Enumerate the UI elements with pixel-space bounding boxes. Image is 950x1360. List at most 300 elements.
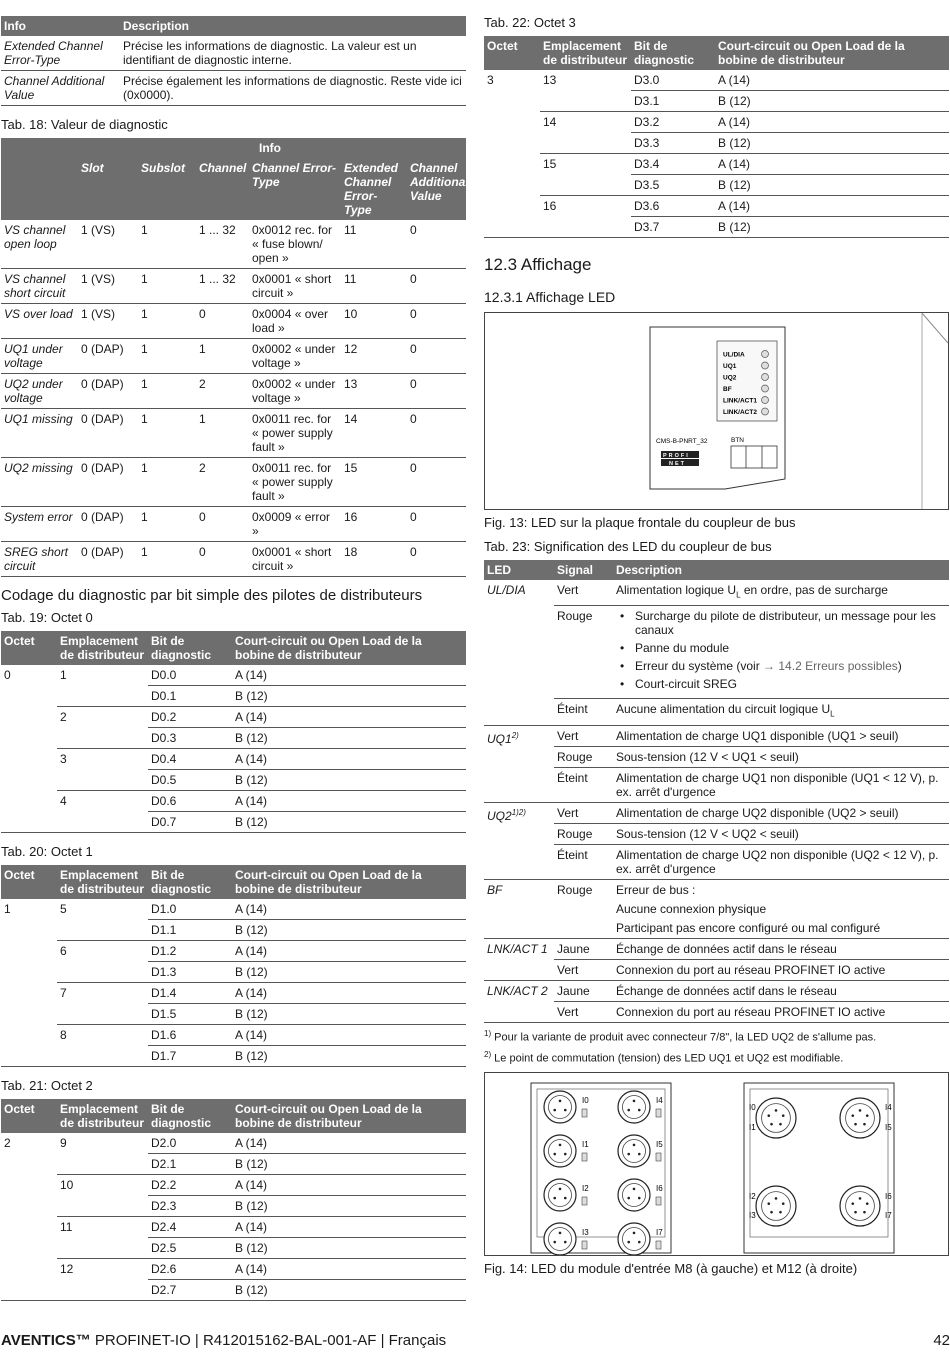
octet-cell [1,791,57,812]
input-channel-label: I3 [749,1211,756,1221]
led-signal: Vert [554,725,613,746]
table-cell: 0 [196,507,249,542]
connector-pin-icon [564,1241,567,1244]
connector-pin-icon [638,1109,641,1112]
octet-cell [1,770,57,791]
table-cell: 1 [138,458,196,507]
table-row [1,920,466,941]
table-row [484,175,949,196]
led-name: UQ1$^{2)}$ [484,725,554,802]
subsection-heading: 12.3.1 Affichage LED [484,289,616,305]
table-cell: UQ1 under voltage [1,339,78,374]
table-header: Channel [196,158,249,220]
table-cell: 0 [407,409,466,458]
footnote: $^{1)}$ Pour la variante de produit avec connecteur 7/8", la LED UQ2 de s'allume pas. [484,1028,877,1044]
connector-pin-icon [779,1211,782,1214]
coil-cell: B (12) [715,175,949,196]
input-channel-label: I5 [885,1123,892,1133]
led-description: Sous-tension (12 V < UQ1 < seuil) [613,746,949,767]
table-header: LED [484,560,554,580]
led-indicator-icon [762,374,769,381]
connector-pin-icon [633,1232,636,1235]
slot-cell [57,686,148,707]
slot-cell: 13 [543,73,557,87]
table-cell: 1 [138,339,196,374]
led-signal: Vert [554,580,613,606]
slot-cell: 3 [60,752,67,766]
table-row [1,1259,466,1280]
coil-cell: A (14) [715,112,949,133]
button-recess [731,446,777,468]
diagnostic-value-rows [1,220,466,577]
table-cell: 18 [341,542,407,577]
connector-pin-icon [782,1114,785,1117]
table-cell: 0x0002 « under voltage » [249,339,341,374]
octet-cell [1,1280,57,1301]
slot-cell [57,962,148,983]
logo-text-top: PROFI [663,453,690,459]
table-row [1,1280,466,1301]
table-row [1,812,466,833]
connector-pin-icon [638,1241,641,1244]
input-channel-label: I3 [582,1228,589,1238]
octet-cell [484,217,540,238]
table-cell: UQ2 missing [1,458,78,507]
bit-cell: D2.1 [148,1154,232,1175]
led-name: $UQ2^{1)2)}$ [484,802,554,879]
connector-pin-icon [633,1100,636,1103]
table-row [1,791,466,812]
bit-cell: D1.5 [148,1004,232,1025]
table-cell: VS channel open loop [1,220,78,269]
bit-cell: D0.2 [148,707,232,728]
slot-cell [540,217,631,238]
channel-led-icon [582,1197,587,1205]
table-header: Octet [1,1099,57,1133]
led-description: Erreur de bus : Aucune connexion physique Participant pas encore configuré ou mal configuré [613,879,949,938]
table-header: Court-circuit ou Open Load de la bobine de distributeur [232,631,466,665]
slot-cell: 7 [60,986,67,1000]
table-header: Court-circuit ou Open Load de la bobine de distributeur [232,865,466,899]
led-label: UL/DIA [723,351,745,359]
channel-led-icon [656,1153,661,1161]
table-header: Emplacement de distributeur [57,865,148,899]
table-row [484,959,949,980]
table-cell: 1 [138,409,196,458]
bit-cell: D3.1 [631,91,715,112]
table-cell: 0 [407,542,466,577]
coil-cell: A (14) [232,941,466,962]
octet-cell [484,91,540,112]
table-row [1,1133,466,1154]
connector-pin-icon [559,1188,562,1191]
coil-cell: B (12) [715,133,949,154]
table-header: Description [120,16,466,36]
table-cell: System error [1,507,78,542]
bit-cell: D3.5 [631,175,715,196]
table-cell: Précise également les informations de diagnostic. Reste vide ici (0x0000). [120,71,466,106]
table-cell: Channel Additional Value [1,71,120,106]
coil-cell: B (12) [232,770,466,791]
bit-cell: D1.6 [148,1025,232,1046]
bit-cell: D2.2 [148,1175,232,1196]
bit-cell: D3.4 [631,154,715,175]
table-caption: Tab. 18: Valeur de diagnostic [1,117,168,132]
table-cell: 12 [341,339,407,374]
octet-cell [484,175,540,196]
input-channel-label: I5 [656,1140,663,1150]
table-cell: 0 [407,220,466,269]
table-header: Channel Error-Type [249,158,341,220]
bit-cell: D2.3 [148,1196,232,1217]
coil-cell: B (12) [715,217,949,238]
slot-cell: 1 [60,668,67,682]
led-description: Alimentation de charge UQ2 non disponible (UQ2 < 12 V), p. ex. arrêt d'urgence [613,844,949,879]
connector-pin-icon [866,1202,869,1205]
connector-pin-icon [859,1109,862,1112]
list-item: • Court-circuit SREG [616,677,946,691]
table-row [484,767,949,802]
connector-pin-icon [770,1211,773,1214]
table-header: Octet [1,865,57,899]
table-row [1,374,466,409]
input-channel-label: I7 [885,1211,892,1221]
table-cell: 0 (DAP) [78,409,138,458]
bit-cell: D0.1 [148,686,232,707]
led-label: UQ1 [723,363,737,370]
connector-pin-icon [627,1197,630,1200]
led-description: Connexion du port au réseau PROFINET IO active [613,959,949,980]
bit-cell: D2.0 [148,1133,232,1154]
table-cell: 2 [196,458,249,507]
octet-cell [1,1238,57,1259]
led-description: Alimentation logique $U_L$ en ordre, pas de surcharge [613,580,949,606]
table-cell: 0x0002 « under voltage » [249,374,341,409]
bit-cell: D1.7 [148,1046,232,1067]
table-cell: UQ1 missing [1,409,78,458]
led-name: BF [484,879,554,938]
coil-cell: B (12) [232,1196,466,1217]
bit-cell: D0.5 [148,770,232,791]
octet-0-table [1,631,466,833]
led-label: UQ2 [723,374,737,382]
bit-cell: D0.0 [148,665,232,686]
slot-cell [540,175,631,196]
list-item: • Panne du module [616,641,946,655]
slot-cell: 5 [60,902,67,916]
coil-cell: A (14) [232,1217,466,1238]
input-channel-label: I6 [656,1184,663,1194]
figure-caption: Fig. 14: LED du module d'entrée M8 (à gauche) et M12 (à droite) [484,1261,858,1277]
coil-cell: A (14) [232,791,466,812]
table-cell: Précise les informations de diagnostic. La valeur est un identifiant de diagnostic interne. [120,36,466,71]
table-row [484,699,949,725]
table-header: Channel Additional Value [407,158,466,220]
led-signal: Éteint [554,844,613,879]
table-header: Emplacement de distributeur [57,1099,148,1133]
page-footer: AVENTICS™ PROFINET-IO | R412015162-BAL-001-AF | Français [1,1332,447,1349]
octet-cell [1,962,57,983]
table-header: Bit de diagnostic [148,865,232,899]
input-channel-label: I4 [885,1103,892,1113]
bit-cell: D3.6 [631,196,715,217]
channel-led-icon [656,1241,661,1249]
connector-pin-icon [559,1232,562,1235]
table-caption: Tab. 19: Octet 0 [1,610,93,625]
octet-cell [1,812,57,833]
coil-cell: B (12) [232,920,466,941]
input-channel-label: I0 [749,1103,756,1113]
table-row [1,983,466,1004]
table-cell: 0 [407,269,466,304]
input-channel-label: I1 [749,1123,756,1133]
coil-cell: B (12) [232,1238,466,1259]
figure-input-modules [484,1072,949,1256]
table-header: Info [1,16,120,36]
bit-cell: D1.4 [148,983,232,1004]
led-description: Échange de données actif dans le réseau [613,938,949,959]
bit-cell: D1.0 [148,899,232,920]
octet-cell [1,686,57,707]
coil-cell: A (14) [232,665,466,686]
table-row [1,36,466,71]
led-signal: Jaune [554,938,613,959]
table-row [1,665,466,686]
table-header: Bit de diagnostic [631,36,715,70]
octet-cell [1,1259,57,1280]
slot-cell: 12 [60,1262,74,1276]
connector-pin-icon [564,1197,567,1200]
page-number: 42 [933,1332,950,1349]
table-row [484,154,949,175]
table-row [1,770,466,791]
table-row [484,823,949,844]
connector-pin-icon [854,1211,857,1214]
connector-pin-icon [627,1153,630,1156]
led-description: Aucune alimentation du circuit logique $U_L$ [613,699,949,725]
led-signal: Jaune [554,980,613,1001]
connector-pin-icon [863,1123,866,1126]
octet-cell: 2 [4,1136,11,1150]
led-description: Alimentation de charge UQ1 disponible (UQ1 > seuil) [613,725,949,746]
table-row [484,91,949,112]
channel-led-icon [582,1241,587,1249]
bit-cell: D0.4 [148,749,232,770]
table-group-header: Info [249,138,466,158]
table-cell: 1 [138,542,196,577]
connector-pin-icon [638,1153,641,1156]
led-signal: Rouge [554,879,613,938]
table-header: Subslot [138,158,196,220]
table-cell: 0 [407,458,466,507]
table-cell: 1 (VS) [78,304,138,339]
coil-cell: A (14) [715,196,949,217]
connector-pin-icon [627,1109,630,1112]
table-cell: UQ2 under voltage [1,374,78,409]
table-cell: 0 [196,542,249,577]
table-header: Octet [1,631,57,665]
table-row [1,71,466,106]
connector-pin-icon [779,1123,782,1126]
table-cell: 15 [341,458,407,507]
coil-cell: B (12) [232,1004,466,1025]
led-indicator-icon [762,385,769,392]
led-description: Connexion du port au réseau PROFINET IO active [613,1001,949,1022]
slot-cell [540,91,631,112]
connector-pin-icon [775,1197,778,1200]
led-name: LNK/ACT 1 [484,938,554,980]
table-row [484,980,949,1001]
table-cell: 0x0011 rec. for « power supply fault » [249,409,341,458]
table-cell: 0 [196,304,249,339]
led-indicator-icon [762,408,769,415]
octet-1-table [1,865,466,1067]
table-cell: 1 [138,269,196,304]
slot-cell: 11 [60,1220,73,1234]
table-caption: Tab. 23: Signification des LED du coupleur de bus [484,539,772,554]
list-item: • Erreur du système (voir → 14.2 Erreurs possibles) [616,659,946,673]
table-row [484,112,949,133]
connector-pin-icon [782,1202,785,1205]
table-caption: Tab. 22: Octet 3 [484,15,576,30]
table-cell: 0 (DAP) [78,374,138,409]
slot-cell: 6 [60,944,67,958]
table-cell: 0 (DAP) [78,507,138,542]
slot-cell: 16 [543,199,557,213]
table-cell: 1 [138,507,196,542]
table-cell: 0 [407,304,466,339]
figure-caption: Fig. 13: LED sur la plaque frontale du coupleur de bus [484,515,796,530]
table-row [1,1154,466,1175]
coil-cell: A (14) [232,899,466,920]
led-name: UL/DIA [484,580,554,725]
table-header: Emplacement de distributeur [540,36,631,70]
slot-cell [57,770,148,791]
led-label: LINK/ACT2 [723,409,757,416]
connector-pin-icon [859,1197,862,1200]
footnote: $^{2)}$ Le point de commutation (tension) des LED UQ1 et UQ2 est modifiable. [484,1050,844,1066]
coil-cell: A (14) [232,749,466,770]
connector-pin-icon [775,1109,778,1112]
table-cell: 0 [407,507,466,542]
table-row [1,542,466,577]
led-indicator-icon [762,351,769,358]
coil-cell: A (14) [232,983,466,1004]
octet-cell [1,1025,57,1046]
led-description: Échange de données actif dans le réseau [613,980,949,1001]
diagnostic-value-table [1,138,469,577]
bit-cell: D3.7 [631,217,715,238]
slot-cell [57,1046,148,1067]
connector-pin-icon [553,1197,556,1200]
table-cell: 16 [341,507,407,542]
led-meaning-table [484,560,949,1023]
slot-cell [57,812,148,833]
octet-cell [1,1004,57,1025]
brand-name: AVENTICS™ [1,1332,91,1349]
octet-cell [1,1175,57,1196]
bit-cell: D3.0 [631,70,715,91]
octet-cell [1,707,57,728]
input-channel-label: I7 [656,1228,663,1238]
table-row [484,217,949,238]
section-heading: 12.3 Affichage [484,255,592,274]
slot-cell: 9 [60,1136,67,1150]
table-row [1,1238,466,1259]
table-row [1,1046,466,1067]
table-row [1,507,466,542]
channel-led-icon [582,1109,587,1117]
table-caption: Tab. 21: Octet 2 [1,1078,93,1093]
bit-cell: D0.7 [148,812,232,833]
slot-cell [57,1154,148,1175]
table-row [1,269,466,304]
octet-cell [1,749,57,770]
table-row [484,133,949,154]
connector-pin-icon [564,1109,567,1112]
table-row [1,686,466,707]
led-description: Alimentation de charge UQ2 disponible (UQ2 > seuil) [613,802,949,823]
led-signal: Rouge [554,606,613,699]
input-modules-illustration [485,1073,948,1255]
input-channel-label: I4 [656,1096,663,1106]
coil-cell: B (12) [232,1046,466,1067]
table-header: Extended Channel Error-Type [341,158,407,220]
coil-cell: A (14) [232,1175,466,1196]
table-row [1,1004,466,1025]
table-header: Octet [484,36,540,70]
channel-led-icon [656,1197,661,1205]
table-cell: 1 [196,339,249,374]
input-channel-label: I0 [582,1096,589,1106]
bit-cell: D1.2 [148,941,232,962]
table-cell: 0 (DAP) [78,542,138,577]
input-channel-label: I1 [582,1140,589,1150]
table-cell: 1 [196,409,249,458]
slot-cell: 8 [60,1028,67,1042]
slot-cell: 10 [60,1178,74,1192]
table-cell: 0x0001 « short circuit » [249,269,341,304]
table-row [484,938,949,959]
led-name: LNK/ACT 2 [484,980,554,1022]
cross-reference-link[interactable]: → 14.2 Erreurs possibles [763,659,898,674]
coil-cell: B (12) [232,1154,466,1175]
table-cell: 0 [407,374,466,409]
slot-cell [57,1238,148,1259]
connector-pin-icon [767,1114,770,1117]
coil-cell: B (12) [232,686,466,707]
table-row [1,749,466,770]
table-row [1,899,466,920]
table-cell: 11 [341,269,407,304]
table-cell: 0 (DAP) [78,339,138,374]
coil-cell: B (12) [232,1280,466,1301]
table-cell: 0 [407,339,466,374]
octet-cell [1,983,57,1004]
table-cell: 1 [138,304,196,339]
info-description-table [1,16,466,106]
led-signal: Éteint [554,699,613,725]
table-cell: 14 [341,409,407,458]
octet-cell [1,1217,57,1238]
slot-cell: 14 [543,115,557,129]
table-row [1,339,466,374]
table-header: Bit de diagnostic [148,631,232,665]
slot-cell: 4 [60,794,67,808]
led-indicator-icon [762,397,769,404]
octet-cell: 3 [487,73,494,87]
table-row [1,409,466,458]
